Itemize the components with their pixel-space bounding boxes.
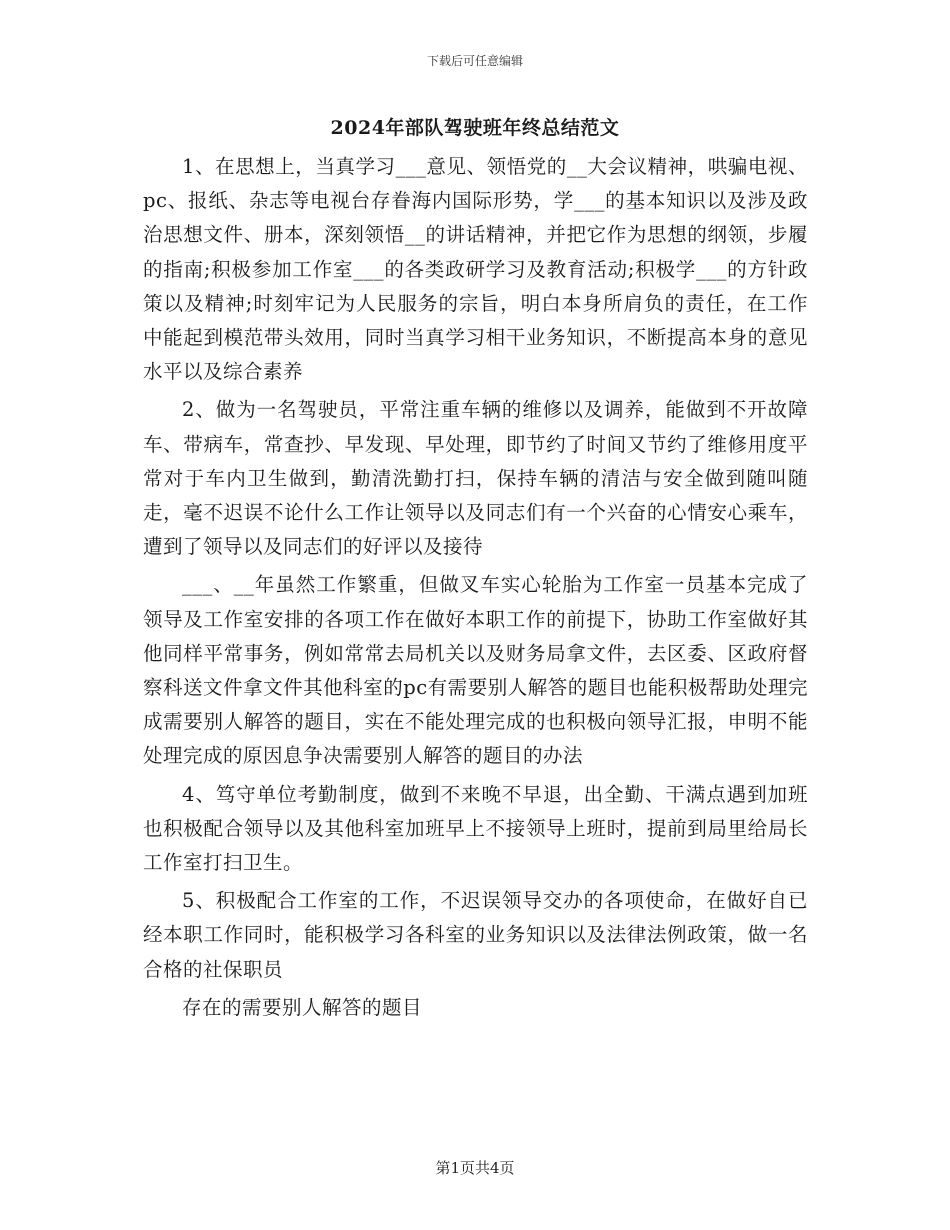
paragraph-3: ___、__年虽然工作繁重，但做叉车实心轮胎为工作室一员基本完成了领导及工作室安排的各项工作在做好本职工作的前提下，协助工作室做好其他同样平常事务，例如常常去局机关以及财务局拿文件，去区委、区政府督察科送文件拿文件其他科室的pc有需要别人解答的题目也能积极帮助处理完成需要别人解答的题目，实在不能处理完成的也积极向领导汇报，申明不能处理完成的原因息争决需要别人解答的题目的办法 bbox=[143, 573, 808, 768]
paragraph-5: 5、积极配合工作室的工作，不迟误领导交办的各项使命，在做好自已经本职工作同时，能积极学习各科室的业务知识以及法律法例政策，做一名合格的社保职员 bbox=[143, 889, 808, 981]
page-number: 第1页共4页 bbox=[435, 1159, 515, 1177]
document-body bbox=[143, 150, 808, 1029]
paragraph-2: 2、做为一名驾驶员，平常注重车辆的维修以及调养，能做到不开故障车、带病车，常查抄、早发现、早处理，即节约了时间又节约了维修用度平常对于车内卫生做到，勤清洗勤打扫，保持车辆的清洁与安全做到随叫随走，毫不迟误不论什么工作让领导以及同志们有一个兴奋的心情安心乘车，遭到了领导以及同志们的好评以及接待 bbox=[143, 398, 808, 559]
paragraph-4: 4、笃守单位考勤制度，做到不来晚不早退，出全勤、干满点遇到加班也积极配合领导以及其他科室加班早上不接领导上班时，提前到局里给局长工作室打扫卫生。 bbox=[143, 782, 808, 875]
section-heading: 存在的需要别人解答的题目 bbox=[182, 995, 423, 1019]
paragraph-1: 1、在思想上，当真学习___意见、领悟党的__大会议精神，哄骗电视、pc、报纸、杂志等电视台存眷海内国际形势，学___的基本知识以及涉及政治思想文件、册本，深刻领悟__的讲话精神，并把它作为思想的纲领，步履的指南;积极参加工作室___的各类政研学习及教育活动;积极学___的方针政策以及精神;时刻牢记为人民服务的宗旨，明白本身所肩负的责任，在工作中能起到模范带头效用，同时当真学习相干业务知识，不断提高本身的意见水平以及综合素养 bbox=[143, 155, 808, 384]
header-note: 下载后可任意编辑 bbox=[426, 54, 523, 68]
document-title: 2024年部队驾驶班年终总结范文 bbox=[330, 117, 620, 139]
